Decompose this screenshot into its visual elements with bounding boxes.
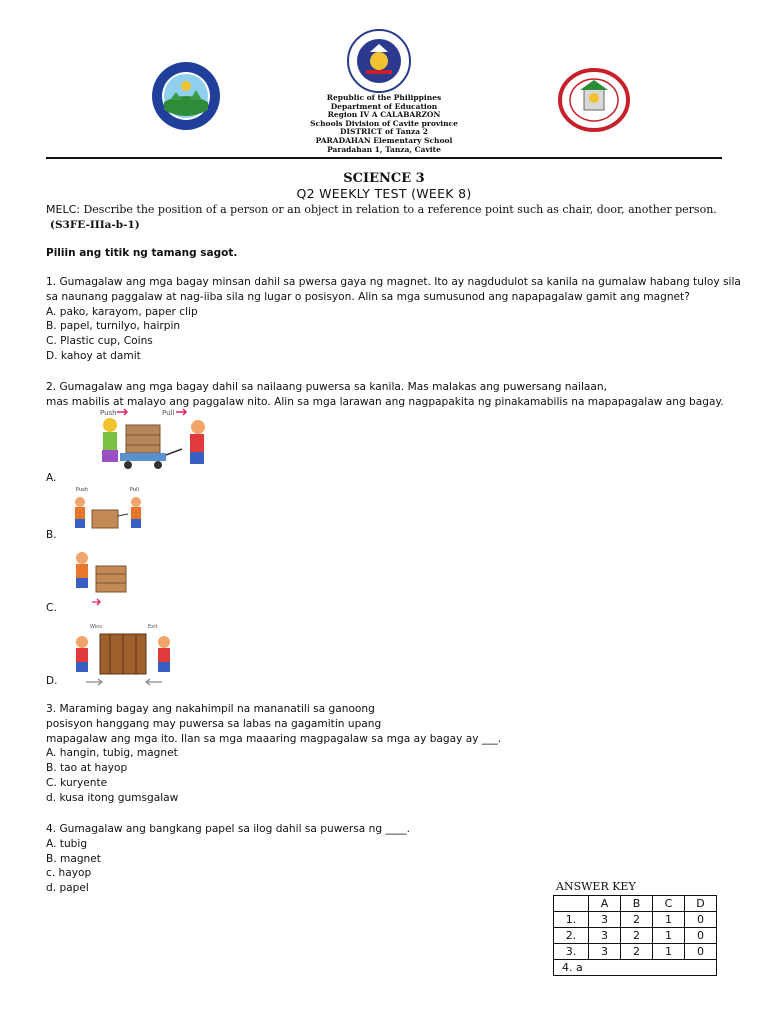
question-line: 3. Maraming bagay ang nakahimpil na mananatili sa ganoong (46, 703, 375, 715)
table-header-row (554, 896, 717, 912)
header-cell: D (685, 896, 717, 912)
option: B. magnet (46, 852, 101, 865)
push-label: Push (76, 487, 88, 493)
question-line: posisyon hanggang may puwersa sa labas na gagamitin upang (46, 717, 382, 730)
table-row (554, 928, 717, 944)
header-line: PARADAHAN Elementary School (315, 135, 453, 145)
option-label-a: A. (46, 472, 57, 484)
option: A. pako, karayom, paper clip (46, 305, 198, 318)
header-cell: C (653, 896, 685, 912)
question-line: sa naunang paggalaw at nag-iiba sila ng lugar o posisyon. Alin sa mga sumusunod ang napapagalaw gamit ang magnet? (46, 290, 690, 303)
question-line: 4. Gumagalaw ang bangkang papel sa ilog dahil sa puwersa ng ____. (46, 823, 410, 835)
table-cell: 0 (685, 944, 717, 960)
option: D. kahoy at damit (46, 349, 141, 362)
pull-label: Pull (130, 487, 139, 493)
option: d. papel (46, 882, 89, 895)
option: c. hayop (46, 867, 92, 880)
table-cell: 3 (589, 944, 621, 960)
table-cell: 0 (685, 912, 717, 928)
table-cell: 3 (589, 912, 621, 928)
deped-seal-logo (346, 28, 412, 98)
answer-key-table (553, 895, 717, 976)
header-line: DISTRICT of Tanza 2 (340, 127, 428, 137)
header-line: Region IV A CALABARZON (327, 110, 441, 120)
header-cell: B (621, 896, 653, 912)
option: B. tao at hayop (46, 762, 128, 775)
option-label-c: C. (46, 602, 57, 614)
header-line: Department of Education (330, 101, 438, 111)
melc-text: Describe the position of a person or an object in relation to a reference point such as chair, door, another person. (79, 203, 717, 216)
pull-label: Pull (162, 409, 175, 417)
school-header (0, 94, 768, 154)
table-cell: 3 (589, 928, 621, 944)
table-cell: 4. a (554, 960, 717, 976)
header-cell (554, 896, 589, 912)
question-line: mapagalaw ang mga ito. Ilan sa mga maaaring magpagalaw sa mga ay bagay ay ___. (46, 732, 502, 745)
answer-key-title: ANSWER KEY (556, 880, 636, 893)
melc-statement (46, 203, 717, 216)
table-cell: 2 (621, 928, 653, 944)
image-option-c (66, 546, 138, 610)
table-row (554, 944, 717, 960)
page-title: SCIENCE 3 (343, 171, 425, 186)
option: d. kusa itong gumsgalaw (46, 791, 179, 804)
table-cell: 0 (685, 928, 717, 944)
option-label-b: B. (46, 529, 57, 541)
melc-label: MELC: (46, 203, 80, 216)
image-option-d (66, 620, 182, 692)
question-1 (46, 275, 741, 364)
table-cell: 3. (554, 944, 589, 960)
question-line: mas mabilis at malayo ang paggalaw nito. Alin sa mga larawan ang nagpapakita ng pinakamabilis na mapapagalaw ang bagay. (46, 395, 724, 408)
header-line: Schools Division of Cavite province (310, 118, 458, 128)
option: C. kuryente (46, 776, 108, 789)
table-cell: 2 (621, 944, 653, 960)
header-line: Paradahan 1, Tanza, Cavite (327, 144, 441, 154)
melc-code: (S3FE-IIIa-b-1) (50, 219, 140, 231)
option: A. hangin, tubig, magnet (46, 747, 178, 760)
header-line: Republic of the Philippines (326, 93, 442, 102)
left-label: Wins (90, 624, 102, 630)
option: C. Plastic cup, Coins (46, 335, 153, 348)
table-cell: 1 (653, 944, 685, 960)
table-cell: 1. (554, 912, 589, 928)
right-label: Exit (148, 624, 158, 630)
table-cell: 2 (621, 912, 653, 928)
table-row (554, 960, 717, 976)
table-cell: 2. (554, 928, 589, 944)
instruction: Piliin ang titik ng tamang sagot. (46, 247, 238, 259)
question-line: 1. Gumagalaw ang mga bagay minsan dahil sa pwersa gaya ng magnet. Ito ay nagdudulot sa kanila na gumalaw habang tuloy sila (46, 276, 741, 288)
table-row (554, 912, 717, 928)
option: B. papel, turnilyo, hairpin (46, 320, 181, 333)
option: A. tubig (46, 837, 88, 850)
image-option-b (66, 484, 150, 536)
push-label: Push (100, 409, 117, 417)
table-cell: 1 (653, 928, 685, 944)
question-line: 2. Gumagalaw ang mga bagay dahil sa nailaang puwersa sa kanila. Mas malakas ang puwersang nailaan, (46, 381, 607, 393)
image-option-a (70, 405, 220, 481)
question-3 (46, 702, 736, 806)
page-subtitle: Q2 WEEKLY TEST (WEEK 8) (296, 186, 472, 201)
header-cell: A (589, 896, 621, 912)
header-divider (46, 157, 722, 159)
table-cell: 1 (653, 912, 685, 928)
option-label-d: D. (46, 675, 58, 687)
